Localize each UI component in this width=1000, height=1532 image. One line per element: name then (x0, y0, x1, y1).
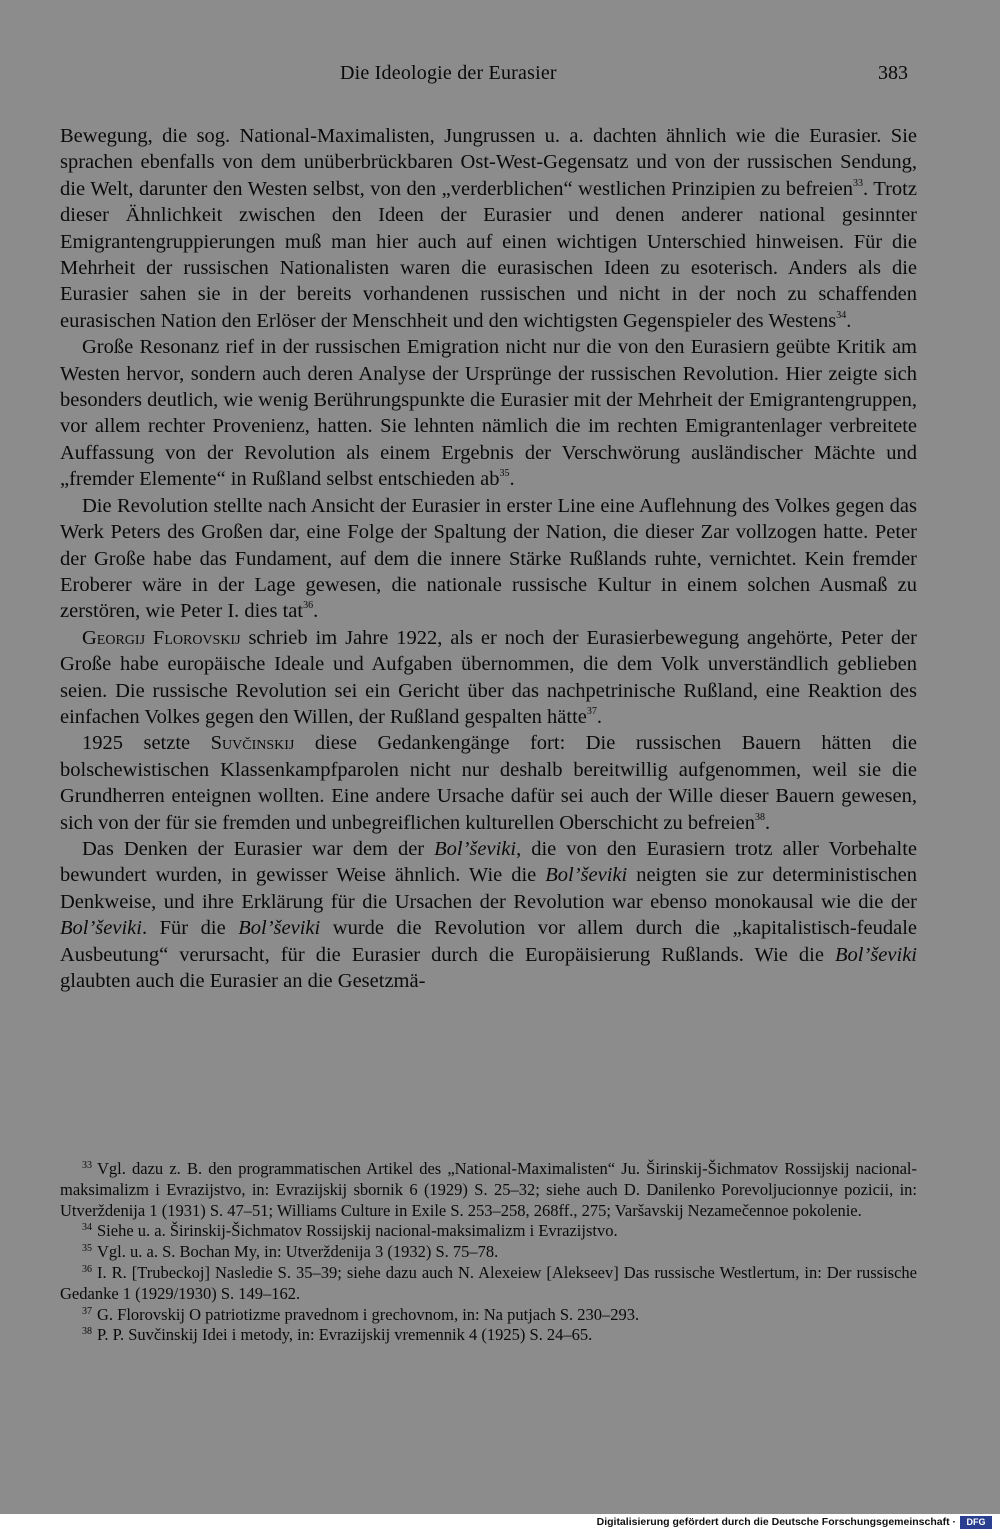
footnote-number: 35 (82, 1243, 92, 1255)
text-run: , die von den Eurasiern trotz aller Vorbehalte bewundert wurden, in gewisser Weise ähnlich. Wie die (60, 837, 918, 887)
footnote-35 (60, 1242, 917, 1263)
footnote-33 (60, 1159, 917, 1221)
footnote-number: 34 (82, 1222, 92, 1234)
text-run: schrieb im Jahre 1922, als er noch der Eurasierbewegung angehörte, Peter der Große habe europäische Ideale und Aufgaben übernommen, die dem Volk unverständlich geblieben seien. Die russische Revolution sei ein Gericht über das nachpetrinische Rußland, eine Reaktion des einfachen Volkes gegen den Willen, der Rußland gespalten hätte (60, 626, 917, 728)
footnote-ref-37: 37 (586, 705, 597, 717)
author-name: Georgij Florovskij (82, 626, 241, 649)
paragraph-1 (60, 123, 917, 334)
footnote-ref-34: 34 (836, 309, 847, 321)
footnote-37 (60, 1305, 917, 1326)
paragraph-2 (60, 334, 917, 492)
footnote-38 (60, 1325, 917, 1346)
running-title: Die Ideologie der Eurasier (340, 62, 557, 84)
italic-term: Bol’ševiki (60, 917, 142, 940)
paragraph-3 (60, 493, 917, 625)
text-run: Die Revolution stellte nach Ansicht der Eurasier in erster Line eine Auflehnung des Volkes gegen das Werk Peters des Großen dar, eine Folge der Spaltung der Nation, die dieser Zar vollzogen hatte. Peter der Große habe das Fundament, auf dem die innere Stärke Rußlands ruhte, vernichtet. Kein fremder Eroberer wäre in der Lage gewesen, die nationale russische Kultur in einem solchen Ausmaß zu zerstören, wie Peter I. dies tat (60, 494, 917, 623)
text-run: neigten sie zur deterministischen Denkweise, und ihre Erklärung für die Ursachen der Revolution war ebenso monokausal wie die der (60, 864, 917, 913)
footnote-text: Siehe u. a. Širinskij-Šichmatov Rossijskij nacional-maksimalizm i Evrazijstvo. (97, 1221, 618, 1241)
footnote-text: Vgl. u. a. S. Bochan My, in: Utverždenija 3 (1932) S. 75–78. (97, 1242, 499, 1262)
footnote-text: G. Florovskij O patriotizme pravednom i grechovnom, in: Na putjach S. 230–293. (97, 1304, 640, 1324)
italic-term: Bol’ševiki (835, 943, 917, 966)
paragraph-6 (60, 836, 917, 994)
footnotes (60, 1159, 917, 1346)
digitization-credit-bar (0, 1514, 1000, 1532)
footnote-number: 37 (82, 1305, 92, 1317)
footnote-34 (60, 1221, 917, 1242)
footnote-number: 38 (82, 1326, 92, 1338)
footnote-text: I. R. [Trubeckoj] Nasledie S. 35–39; siehe dazu auch N. Alexeiew [Alekseev] Das russische Westlertum, in: Der russische Gedanke 1 (1929/1930) S. 149–162. (60, 1262, 917, 1303)
footnote-ref-36: 36 (303, 600, 314, 612)
footnote-text: P. P. Suvčinskij Idei i metody, in: Evrazijskij vremennik 4 (1925) S. 24–65. (97, 1325, 593, 1345)
text-run: Bewegung, die sog. National-Maximalisten, Jungrussen u. a. dachten ähnlich wie die Eurasier. Sie sprachen ebenfalls von dem unüberbrückbaren Ost-West-Gegensatz und von der russischen Sendung, die Welt, darunter den Westen selbst, von den „verderblichen“ westlichen Prinzipien zu befreien (60, 125, 917, 200)
text-run: . (596, 705, 603, 728)
running-header (0, 62, 1000, 92)
footnote-ref-35: 35 (499, 468, 510, 480)
footnote-number: 36 (82, 1263, 92, 1275)
text-run: 1925 setzte (82, 732, 211, 755)
text-run: wurde die Revolution vor allem durch die „kapitalistisch-feudale Ausbeutung“ verursacht, für die Eurasier durch die Europäisierung Rußlands. Wie die (60, 917, 917, 966)
text-run: . (846, 309, 852, 332)
footnote-number: 33 (82, 1160, 92, 1171)
text-run: diese Gedankengänge fort: Die russischen Bauern hätten die bolschewistischen Klassenkampfparolen nicht nur deshalb bereitwillig aufgenommen, weil sie die Grundherren enteignen wollten. Eine andere Ursache dafür sei auch der Wille dieser Bauern gewesen, sich von der für sie fremden und unbegreiflichen kulturellen Oberschicht zu befreien (60, 732, 917, 834)
text-run: . (313, 600, 319, 623)
author-name: Suvčinskij (210, 732, 295, 755)
footnote-ref-33: 33 (853, 177, 864, 189)
text-run: . (765, 811, 771, 834)
footnote-ref-38: 38 (755, 811, 766, 823)
italic-term: Bol’ševiki (434, 837, 517, 860)
text-run: . Für die (141, 917, 239, 940)
footnote-text: Vgl. dazu z. B. den programmatischen Artikel des „National-Maximalisten“ Ju. Širinskij-Šichmatov Rossijskij nacional-maksimalizm i Evrazijstvo, in: Evrazijskij sbornik 6 (1929) S. 25–32; siehe auch D. Danilenko Porevoljucionnye pozicii, in: Utverždenija 1 (1931) S. 47–51; Williams Culture in Exile S. 253–258, 268ff., 275; Varšavskij Nezamečennoe pokolenie. (60, 1159, 917, 1220)
text-run: Große Resonanz rief in der russischen Emigration nicht nur die von den Eurasiern geübte Kritik am Westen hervor, sondern auch deren Analyse der Ursprünge der russischen Revolution. Hier zeigte sich besonders deutlich, wie wenig Berührungspunkte die Eurasier mit der Mehrheit der Emigrantengruppen, vor allem rechter Provenienz, hatten. Sie lehnten nämlich die im rechten Emigrantenlager verbreitete Auffassung von der Revolution als einem Ergebnis der Verschwörung ausländischer Mächte und „fremder Elemente“ in Rußland selbst entschieden ab (60, 336, 917, 491)
italic-term: Bol’ševiki (545, 864, 628, 887)
paragraph-4 (60, 625, 917, 731)
page-number: 383 (878, 62, 908, 84)
footnote-36 (60, 1263, 917, 1305)
text-run: Das Denken der Eurasier war dem der (82, 837, 435, 860)
paragraph-5 (60, 730, 917, 836)
italic-term: Bol’ševiki (238, 917, 321, 940)
dfg-logo: DFG (960, 1516, 992, 1529)
text-run: . (509, 468, 515, 491)
text-run: glaubten auch die Eurasier an die Gesetzmä- (60, 970, 426, 992)
text-run: . Trotz dieser Ähnlichkeit zwischen den Ideen der Eurasier und denen anderer national gesinnter Emigrantengruppierungen muß man hier auch auf einen wichtigen Unterschied hinweisen. Für die Mehrheit der russischen Nationalisten waren die eurasischen Ideen zu esoterisch. Anders als die Eurasier sahen sie in der bereits vorhandenen russischen und nicht in der noch zu schaffenden eurasischen Nation den Erlöser der Menschheit und den wichtigsten Gegenspieler des Westens (60, 177, 917, 332)
main-text (60, 123, 917, 994)
credit-text: Digitalisierung gefördert durch die Deutsche Forschungsgemeinschaft · (596, 1516, 956, 1528)
